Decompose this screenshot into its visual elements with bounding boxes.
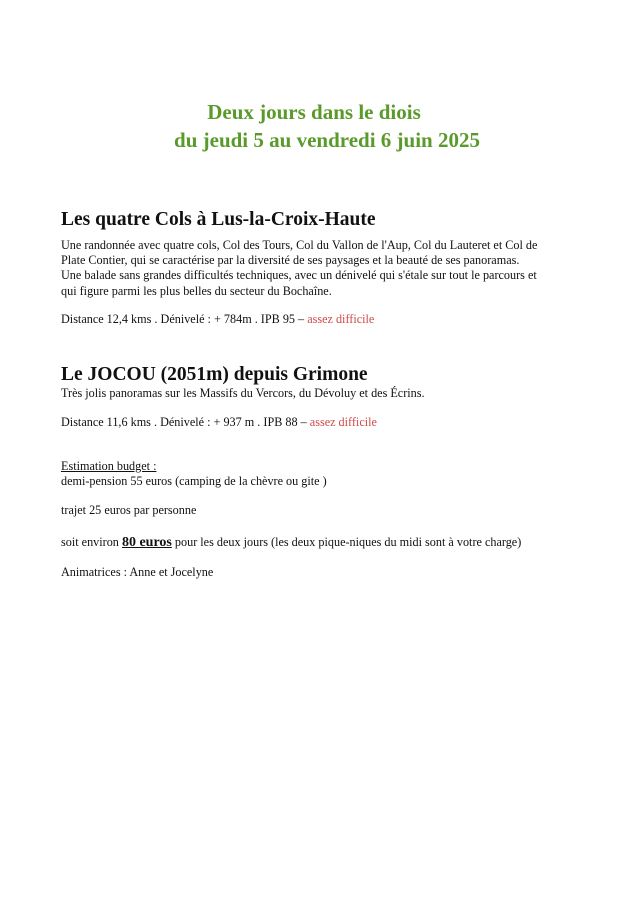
budget-total-prefix: soit environ [61, 535, 119, 549]
hike-1-stats-text: Distance 12,4 kms . Dénivelé : + 784m . IPB 95 – [61, 312, 305, 326]
hike-1-description-line: Une balade sans grandes difficultés techniques, avec un dénivelé qui s'étale sur tout le parcours et [61, 268, 537, 283]
hike-1-difficulty: assez difficile [307, 312, 375, 326]
budget-total-amount: 80 euros [121, 535, 172, 550]
budget-travel-block [61, 503, 571, 518]
budget-travel: trajet 25 euros par personne [61, 503, 197, 517]
hike-1-heading: Les quatre Cols à Lus-la-Croix-Haute [61, 209, 376, 230]
hike-1-stats [61, 312, 571, 327]
organizers-block [61, 565, 571, 580]
organizers: Animatrices : Anne et Jocelyne [61, 565, 214, 579]
budget-total [61, 535, 571, 550]
hike-1-description-line: Plate Contier, qui se caractérise par la diversité de ses paysages et la beauté de ses panoramas. [61, 253, 520, 268]
budget-label: Estimation budget : [61, 459, 157, 473]
hike-2-description-line: Très jolis panoramas sur les Massifs du Vercors, du Dévoluy et des Écrins. [61, 386, 425, 400]
hike-2-heading: Le JOCOU (2051m) depuis Grimone [61, 364, 368, 385]
hike-2-stats [61, 415, 571, 430]
budget-total-block [61, 535, 571, 550]
hike-1-description-line: qui figure parmi les plus belles du secteur du Bochaîne. [61, 283, 332, 298]
budget-section [61, 459, 571, 489]
page-title-line-2: du jeudi 5 au vendredi 6 juin 2025 [174, 128, 480, 152]
hike-1-description-line: Une randonnée avec quatre cols, Col des Tours, Col du Vallon de l'Aup, Col du Lauteret et Col de [61, 238, 538, 252]
page-title-line-1: Deux jours dans le diois [207, 100, 421, 124]
hike-2-difficulty: assez difficile [309, 415, 377, 429]
hike-1-description [61, 238, 571, 299]
hike-2-description [61, 386, 571, 401]
budget-half-board: demi-pension 55 euros (camping de la chèvre ou gite ) [61, 474, 327, 489]
budget-total-suffix: pour les deux jours (les deux pique-niques du midi sont à votre charge) [174, 535, 522, 549]
hike-2-stats-text: Distance 11,6 kms . Dénivelé : + 937 m . IPB 88 – [61, 415, 307, 429]
